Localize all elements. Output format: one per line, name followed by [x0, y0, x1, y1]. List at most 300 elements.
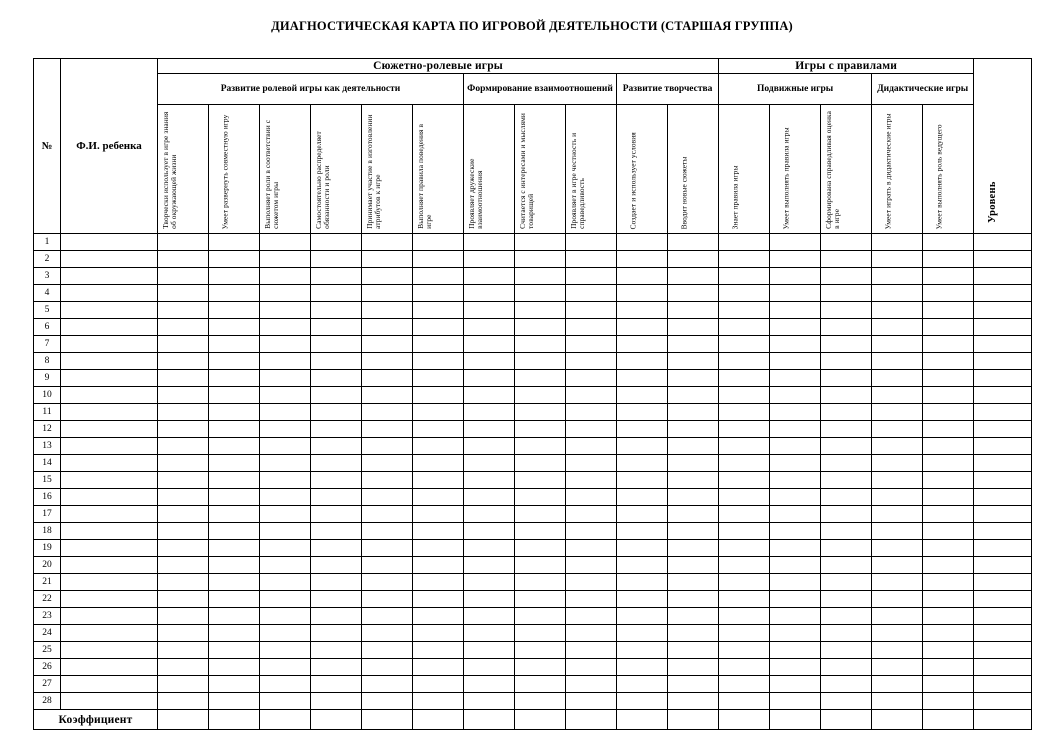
score-cell[interactable]: [872, 251, 923, 268]
score-cell[interactable]: [770, 387, 821, 404]
score-cell[interactable]: [770, 251, 821, 268]
level-cell[interactable]: [974, 336, 1032, 353]
score-cell[interactable]: [821, 404, 872, 421]
score-cell[interactable]: [260, 353, 311, 370]
score-cell[interactable]: [209, 319, 260, 336]
score-cell[interactable]: [158, 319, 209, 336]
score-cell[interactable]: [464, 370, 515, 387]
score-cell[interactable]: [566, 540, 617, 557]
level-cell[interactable]: [974, 353, 1032, 370]
level-cell[interactable]: [974, 625, 1032, 642]
level-cell[interactable]: [974, 387, 1032, 404]
score-cell[interactable]: [617, 489, 668, 506]
score-cell[interactable]: [872, 693, 923, 710]
level-cell[interactable]: [974, 455, 1032, 472]
child-name-cell[interactable]: [61, 540, 158, 557]
score-cell[interactable]: [158, 642, 209, 659]
score-cell[interactable]: [209, 625, 260, 642]
score-cell[interactable]: [311, 557, 362, 574]
score-cell[interactable]: [617, 438, 668, 455]
score-cell[interactable]: [311, 421, 362, 438]
score-cell[interactable]: [668, 693, 719, 710]
score-cell[interactable]: [260, 387, 311, 404]
score-cell[interactable]: [566, 285, 617, 302]
score-cell[interactable]: [413, 489, 464, 506]
score-cell[interactable]: [617, 659, 668, 676]
score-cell[interactable]: [719, 336, 770, 353]
score-cell[interactable]: [311, 455, 362, 472]
table-row[interactable]: [34, 268, 1032, 285]
child-name-cell[interactable]: [61, 404, 158, 421]
score-cell[interactable]: [515, 591, 566, 608]
score-cell[interactable]: [158, 693, 209, 710]
score-cell[interactable]: [260, 285, 311, 302]
score-cell[interactable]: [770, 421, 821, 438]
score-cell[interactable]: [770, 676, 821, 693]
score-cell[interactable]: [668, 676, 719, 693]
score-cell[interactable]: [515, 472, 566, 489]
score-cell[interactable]: [923, 472, 974, 489]
score-cell[interactable]: [821, 336, 872, 353]
score-cell[interactable]: [209, 676, 260, 693]
score-cell[interactable]: [923, 455, 974, 472]
score-cell[interactable]: [158, 574, 209, 591]
score-cell[interactable]: [464, 676, 515, 693]
score-cell[interactable]: [923, 387, 974, 404]
child-name-cell[interactable]: [61, 251, 158, 268]
score-cell[interactable]: [770, 506, 821, 523]
score-cell[interactable]: [260, 455, 311, 472]
score-cell[interactable]: [515, 370, 566, 387]
score-cell[interactable]: [311, 591, 362, 608]
score-cell[interactable]: [515, 557, 566, 574]
score-cell[interactable]: [923, 251, 974, 268]
score-cell[interactable]: [515, 574, 566, 591]
score-cell[interactable]: [566, 676, 617, 693]
child-name-cell[interactable]: [61, 285, 158, 302]
score-cell[interactable]: [872, 642, 923, 659]
score-cell[interactable]: [668, 234, 719, 251]
score-cell[interactable]: [872, 438, 923, 455]
score-cell[interactable]: [158, 489, 209, 506]
score-cell[interactable]: [566, 489, 617, 506]
level-cell[interactable]: [974, 642, 1032, 659]
score-cell[interactable]: [668, 523, 719, 540]
score-cell[interactable]: [668, 642, 719, 659]
table-row[interactable]: [34, 353, 1032, 370]
score-cell[interactable]: [770, 353, 821, 370]
score-cell[interactable]: [821, 438, 872, 455]
score-cell[interactable]: [719, 319, 770, 336]
score-cell[interactable]: [515, 387, 566, 404]
score-cell[interactable]: [464, 574, 515, 591]
child-name-cell[interactable]: [61, 608, 158, 625]
table-row[interactable]: [34, 489, 1032, 506]
score-cell[interactable]: [413, 319, 464, 336]
table-row[interactable]: [34, 676, 1032, 693]
score-cell[interactable]: [260, 489, 311, 506]
score-cell[interactable]: [770, 540, 821, 557]
table-row[interactable]: [34, 574, 1032, 591]
score-cell[interactable]: [362, 540, 413, 557]
score-cell[interactable]: [923, 591, 974, 608]
score-cell[interactable]: [158, 336, 209, 353]
score-cell[interactable]: [566, 387, 617, 404]
score-cell[interactable]: [617, 234, 668, 251]
score-cell[interactable]: [260, 336, 311, 353]
score-cell[interactable]: [566, 608, 617, 625]
score-cell[interactable]: [260, 591, 311, 608]
score-cell[interactable]: [209, 574, 260, 591]
score-cell[interactable]: [821, 625, 872, 642]
score-cell[interactable]: [260, 438, 311, 455]
score-cell[interactable]: [515, 268, 566, 285]
score-cell[interactable]: [719, 540, 770, 557]
level-cell[interactable]: [974, 319, 1032, 336]
table-row[interactable]: [34, 506, 1032, 523]
score-cell[interactable]: [413, 591, 464, 608]
score-cell[interactable]: [923, 625, 974, 642]
score-cell[interactable]: [413, 268, 464, 285]
score-cell[interactable]: [413, 251, 464, 268]
score-cell[interactable]: [872, 336, 923, 353]
score-cell[interactable]: [311, 523, 362, 540]
score-cell[interactable]: [515, 251, 566, 268]
child-name-cell[interactable]: [61, 438, 158, 455]
score-cell[interactable]: [770, 557, 821, 574]
child-name-cell[interactable]: [61, 336, 158, 353]
table-row[interactable]: [34, 642, 1032, 659]
score-cell[interactable]: [566, 234, 617, 251]
score-cell[interactable]: [923, 234, 974, 251]
score-cell[interactable]: [260, 319, 311, 336]
score-cell[interactable]: [413, 523, 464, 540]
score-cell[interactable]: [413, 438, 464, 455]
score-cell[interactable]: [464, 285, 515, 302]
score-cell[interactable]: [719, 625, 770, 642]
score-cell[interactable]: [923, 659, 974, 676]
score-cell[interactable]: [668, 370, 719, 387]
score-cell[interactable]: [464, 455, 515, 472]
score-cell[interactable]: [311, 608, 362, 625]
score-cell[interactable]: [821, 234, 872, 251]
score-cell[interactable]: [923, 574, 974, 591]
score-cell[interactable]: [872, 591, 923, 608]
score-cell[interactable]: [617, 608, 668, 625]
score-cell[interactable]: [668, 336, 719, 353]
score-cell[interactable]: [617, 319, 668, 336]
score-cell[interactable]: [158, 608, 209, 625]
score-cell[interactable]: [821, 421, 872, 438]
score-cell[interactable]: [464, 523, 515, 540]
score-cell[interactable]: [362, 353, 413, 370]
score-cell[interactable]: [158, 421, 209, 438]
score-cell[interactable]: [362, 268, 413, 285]
table-row[interactable]: [34, 387, 1032, 404]
score-cell[interactable]: [566, 557, 617, 574]
score-cell[interactable]: [464, 234, 515, 251]
score-cell[interactable]: [464, 404, 515, 421]
score-cell[interactable]: [311, 438, 362, 455]
score-cell[interactable]: [770, 625, 821, 642]
score-cell[interactable]: [260, 693, 311, 710]
score-cell[interactable]: [311, 472, 362, 489]
score-cell[interactable]: [923, 608, 974, 625]
score-cell[interactable]: [464, 608, 515, 625]
score-cell[interactable]: [413, 608, 464, 625]
score-cell[interactable]: [617, 591, 668, 608]
score-cell[interactable]: [260, 404, 311, 421]
level-cell[interactable]: [974, 557, 1032, 574]
table-row[interactable]: [34, 557, 1032, 574]
score-cell[interactable]: [362, 438, 413, 455]
score-cell[interactable]: [770, 302, 821, 319]
score-cell[interactable]: [566, 472, 617, 489]
score-cell[interactable]: [872, 234, 923, 251]
score-cell[interactable]: [464, 336, 515, 353]
score-cell[interactable]: [413, 506, 464, 523]
score-cell[interactable]: [821, 642, 872, 659]
child-name-cell[interactable]: [61, 693, 158, 710]
score-cell[interactable]: [668, 319, 719, 336]
score-cell[interactable]: [362, 404, 413, 421]
child-name-cell[interactable]: [61, 523, 158, 540]
score-cell[interactable]: [311, 693, 362, 710]
score-cell[interactable]: [260, 234, 311, 251]
score-cell[interactable]: [668, 302, 719, 319]
score-cell[interactable]: [566, 404, 617, 421]
score-cell[interactable]: [668, 285, 719, 302]
level-cell[interactable]: [974, 591, 1032, 608]
score-cell[interactable]: [158, 234, 209, 251]
score-cell[interactable]: [617, 353, 668, 370]
score-cell[interactable]: [719, 268, 770, 285]
score-cell[interactable]: [923, 489, 974, 506]
score-cell[interactable]: [362, 421, 413, 438]
score-cell[interactable]: [158, 591, 209, 608]
score-cell[interactable]: [821, 523, 872, 540]
score-cell[interactable]: [311, 659, 362, 676]
child-name-cell[interactable]: [61, 472, 158, 489]
score-cell[interactable]: [617, 336, 668, 353]
score-cell[interactable]: [668, 608, 719, 625]
child-name-cell[interactable]: [61, 234, 158, 251]
score-cell[interactable]: [515, 421, 566, 438]
score-cell[interactable]: [260, 625, 311, 642]
level-cell[interactable]: [974, 676, 1032, 693]
score-cell[interactable]: [311, 319, 362, 336]
score-cell[interactable]: [413, 302, 464, 319]
score-cell[interactable]: [209, 438, 260, 455]
score-cell[interactable]: [158, 540, 209, 557]
score-cell[interactable]: [311, 302, 362, 319]
score-cell[interactable]: [821, 285, 872, 302]
score-cell[interactable]: [464, 387, 515, 404]
score-cell[interactable]: [872, 472, 923, 489]
score-cell[interactable]: [413, 336, 464, 353]
score-cell[interactable]: [719, 642, 770, 659]
score-cell[interactable]: [872, 659, 923, 676]
score-cell[interactable]: [362, 302, 413, 319]
score-cell[interactable]: [872, 455, 923, 472]
score-cell[interactable]: [617, 387, 668, 404]
score-cell[interactable]: [413, 404, 464, 421]
score-cell[interactable]: [923, 319, 974, 336]
score-cell[interactable]: [158, 506, 209, 523]
score-cell[interactable]: [464, 251, 515, 268]
score-cell[interactable]: [821, 574, 872, 591]
score-cell[interactable]: [821, 319, 872, 336]
score-cell[interactable]: [719, 404, 770, 421]
table-row[interactable]: [34, 336, 1032, 353]
score-cell[interactable]: [515, 625, 566, 642]
score-cell[interactable]: [923, 438, 974, 455]
score-cell[interactable]: [158, 285, 209, 302]
score-cell[interactable]: [413, 455, 464, 472]
score-cell[interactable]: [311, 268, 362, 285]
score-cell[interactable]: [770, 642, 821, 659]
score-cell[interactable]: [566, 319, 617, 336]
level-cell[interactable]: [974, 489, 1032, 506]
score-cell[interactable]: [209, 693, 260, 710]
score-cell[interactable]: [821, 268, 872, 285]
score-cell[interactable]: [719, 506, 770, 523]
score-cell[interactable]: [362, 676, 413, 693]
score-cell[interactable]: [770, 608, 821, 625]
table-row[interactable]: [34, 251, 1032, 268]
score-cell[interactable]: [668, 574, 719, 591]
table-row[interactable]: [34, 455, 1032, 472]
score-cell[interactable]: [770, 489, 821, 506]
score-cell[interactable]: [464, 506, 515, 523]
score-cell[interactable]: [719, 608, 770, 625]
score-cell[interactable]: [668, 591, 719, 608]
score-cell[interactable]: [209, 268, 260, 285]
score-cell[interactable]: [209, 234, 260, 251]
score-cell[interactable]: [566, 336, 617, 353]
score-cell[interactable]: [515, 302, 566, 319]
score-cell[interactable]: [617, 251, 668, 268]
score-cell[interactable]: [158, 353, 209, 370]
score-cell[interactable]: [923, 370, 974, 387]
score-cell[interactable]: [311, 489, 362, 506]
score-cell[interactable]: [209, 557, 260, 574]
table-row[interactable]: [34, 421, 1032, 438]
score-cell[interactable]: [872, 387, 923, 404]
score-cell[interactable]: [872, 353, 923, 370]
score-cell[interactable]: [923, 676, 974, 693]
score-cell[interactable]: [872, 302, 923, 319]
score-cell[interactable]: [362, 370, 413, 387]
score-cell[interactable]: [158, 302, 209, 319]
score-cell[interactable]: [668, 387, 719, 404]
score-cell[interactable]: [770, 404, 821, 421]
score-cell[interactable]: [770, 574, 821, 591]
child-name-cell[interactable]: [61, 370, 158, 387]
score-cell[interactable]: [566, 455, 617, 472]
level-cell[interactable]: [974, 523, 1032, 540]
score-cell[interactable]: [515, 540, 566, 557]
score-cell[interactable]: [821, 370, 872, 387]
score-cell[interactable]: [923, 642, 974, 659]
score-cell[interactable]: [617, 302, 668, 319]
score-cell[interactable]: [362, 506, 413, 523]
score-cell[interactable]: [923, 404, 974, 421]
score-cell[interactable]: [515, 642, 566, 659]
score-cell[interactable]: [668, 540, 719, 557]
score-cell[interactable]: [464, 319, 515, 336]
score-cell[interactable]: [617, 574, 668, 591]
score-cell[interactable]: [464, 353, 515, 370]
score-cell[interactable]: [566, 268, 617, 285]
score-cell[interactable]: [617, 693, 668, 710]
score-cell[interactable]: [872, 540, 923, 557]
score-cell[interactable]: [566, 353, 617, 370]
level-cell[interactable]: [974, 302, 1032, 319]
score-cell[interactable]: [311, 625, 362, 642]
score-cell[interactable]: [260, 608, 311, 625]
score-cell[interactable]: [209, 370, 260, 387]
table-row[interactable]: [34, 302, 1032, 319]
score-cell[interactable]: [209, 302, 260, 319]
child-name-cell[interactable]: [61, 455, 158, 472]
score-cell[interactable]: [362, 659, 413, 676]
score-cell[interactable]: [821, 489, 872, 506]
score-cell[interactable]: [566, 438, 617, 455]
score-cell[interactable]: [413, 540, 464, 557]
score-cell[interactable]: [719, 302, 770, 319]
score-cell[interactable]: [719, 455, 770, 472]
score-cell[interactable]: [617, 625, 668, 642]
score-cell[interactable]: [923, 421, 974, 438]
score-cell[interactable]: [923, 540, 974, 557]
score-cell[interactable]: [821, 693, 872, 710]
table-row[interactable]: [34, 659, 1032, 676]
score-cell[interactable]: [872, 489, 923, 506]
score-cell[interactable]: [719, 591, 770, 608]
child-name-cell[interactable]: [61, 659, 158, 676]
score-cell[interactable]: [872, 319, 923, 336]
score-cell[interactable]: [464, 642, 515, 659]
score-cell[interactable]: [209, 591, 260, 608]
score-cell[interactable]: [209, 455, 260, 472]
score-cell[interactable]: [821, 472, 872, 489]
score-cell[interactable]: [821, 557, 872, 574]
score-cell[interactable]: [260, 370, 311, 387]
score-cell[interactable]: [362, 251, 413, 268]
score-cell[interactable]: [362, 336, 413, 353]
score-cell[interactable]: [209, 421, 260, 438]
score-cell[interactable]: [515, 404, 566, 421]
table-row[interactable]: [34, 523, 1032, 540]
score-cell[interactable]: [362, 557, 413, 574]
child-name-cell[interactable]: [61, 421, 158, 438]
score-cell[interactable]: [821, 302, 872, 319]
score-cell[interactable]: [770, 693, 821, 710]
score-cell[interactable]: [413, 625, 464, 642]
score-cell[interactable]: [464, 540, 515, 557]
score-cell[interactable]: [821, 353, 872, 370]
score-cell[interactable]: [668, 353, 719, 370]
score-cell[interactable]: [617, 370, 668, 387]
level-cell[interactable]: [974, 370, 1032, 387]
score-cell[interactable]: [260, 523, 311, 540]
table-row[interactable]: [34, 285, 1032, 302]
score-cell[interactable]: [770, 370, 821, 387]
level-cell[interactable]: [974, 540, 1032, 557]
score-cell[interactable]: [872, 404, 923, 421]
score-cell[interactable]: [668, 251, 719, 268]
